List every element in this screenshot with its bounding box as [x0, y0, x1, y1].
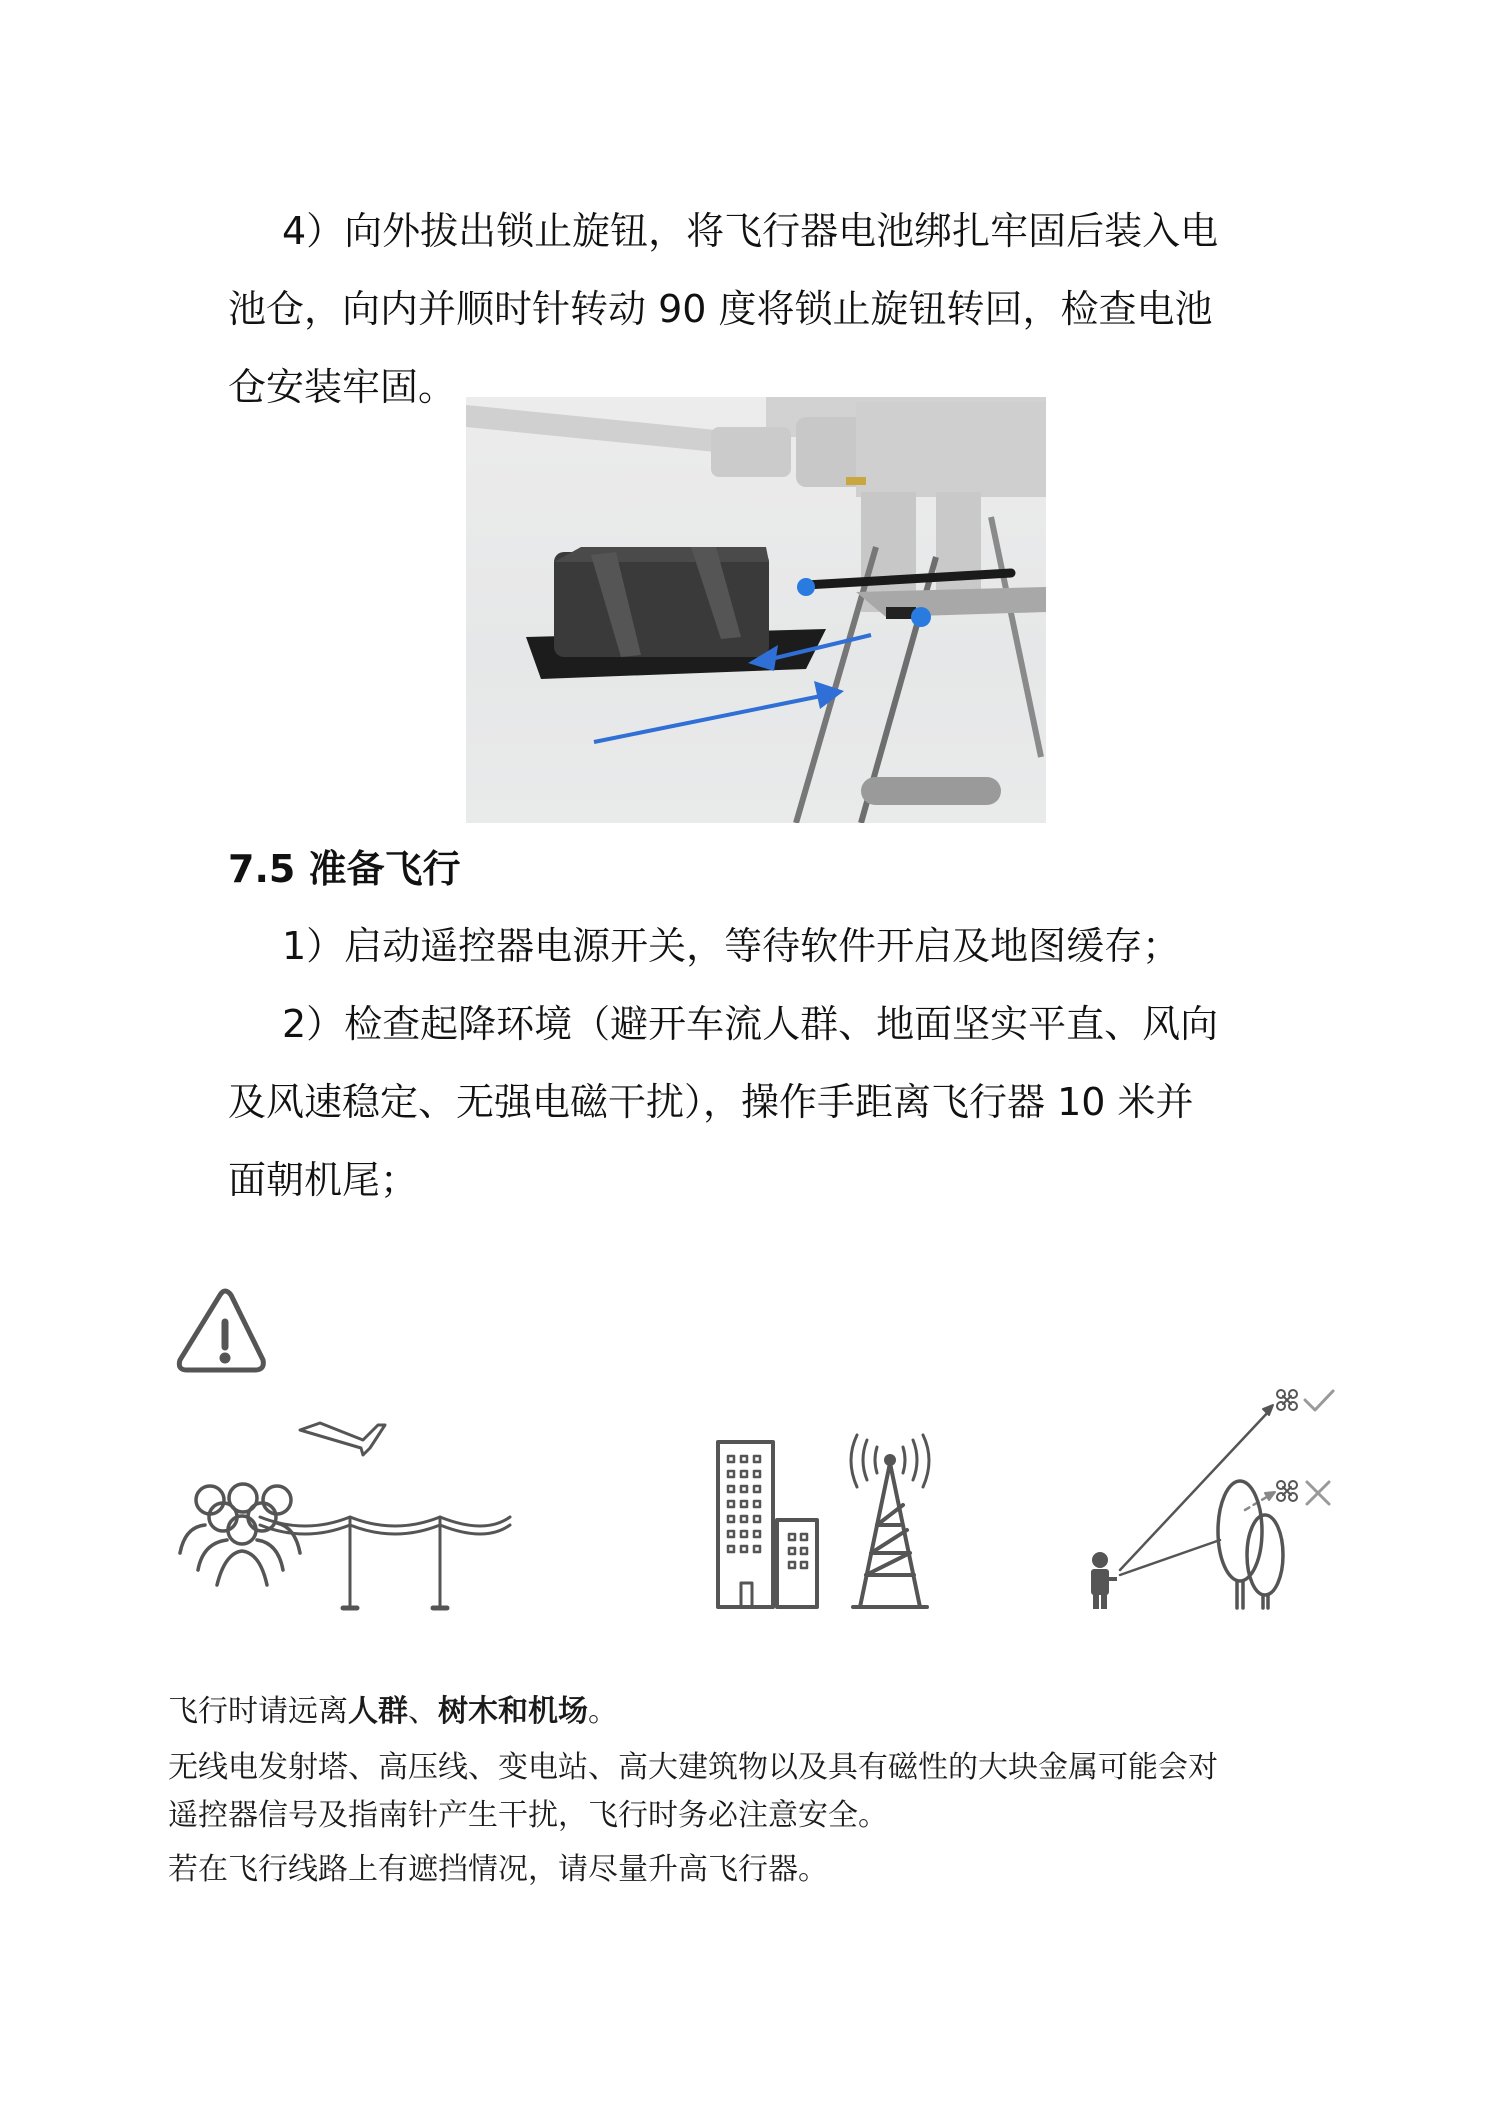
power-line-icon [260, 1517, 510, 1608]
operator-icon [1091, 1552, 1117, 1609]
flight-warning-figure [165, 1285, 1355, 1635]
drone-battery-illustration [466, 397, 1046, 823]
check-icon [1305, 1391, 1333, 1410]
step4-line-3: 仓安装牢固。 [228, 365, 457, 409]
section-title: 7.5 准备飞行 [228, 847, 461, 891]
caption-line-1: 飞行时请远离人群、树木和机场。 [168, 1694, 618, 1729]
step4-line-2: 池仓，向内并顺时针转动 90 度将锁止旋钮转回，检查电池 [228, 287, 1213, 331]
item-2-line-2: 及风速稳定、无强电磁干扰），操作手距离飞行器 10 米并 [228, 1080, 1194, 1124]
buildings-icon [718, 1442, 817, 1607]
trees-icon [1218, 1481, 1283, 1608]
crowd-icon [180, 1484, 300, 1585]
airplane-icon [300, 1423, 385, 1455]
drone-icon [1277, 1390, 1297, 1410]
step4-line-1: 4）向外拔出锁止旋钮，将飞行器电池绑扎牢固后装入电 [282, 209, 1219, 253]
caption-line-4: 若在飞行线路上有遮挡情况，请尽量升高飞行器。 [168, 1852, 828, 1887]
drone-icon [1277, 1481, 1297, 1501]
item-1-line-1: 1）启动遥控器电源开关，等待软件开启及地图缓存； [282, 924, 1181, 968]
item-2-line-1: 2）检查起降环境（避开车流人群、地面坚实平直、风向 [282, 1002, 1219, 1046]
item-2-line-3: 面朝机尾； [228, 1158, 419, 1202]
lock-knob-left [797, 578, 815, 596]
warning-icon [179, 1291, 263, 1370]
caption-line-3: 遥控器信号及指南针产生干扰，飞行时务必注意安全。 [168, 1798, 888, 1833]
radio-tower-icon [851, 1435, 929, 1607]
building-windows [728, 1456, 807, 1568]
battery-install-figure [466, 397, 1046, 823]
caption-line-2: 无线电发射塔、高压线、变电站、高大建筑物以及具有磁性的大块金属可能会对 [168, 1750, 1218, 1785]
lock-knob-right [911, 607, 931, 627]
cross-icon [1307, 1482, 1329, 1504]
